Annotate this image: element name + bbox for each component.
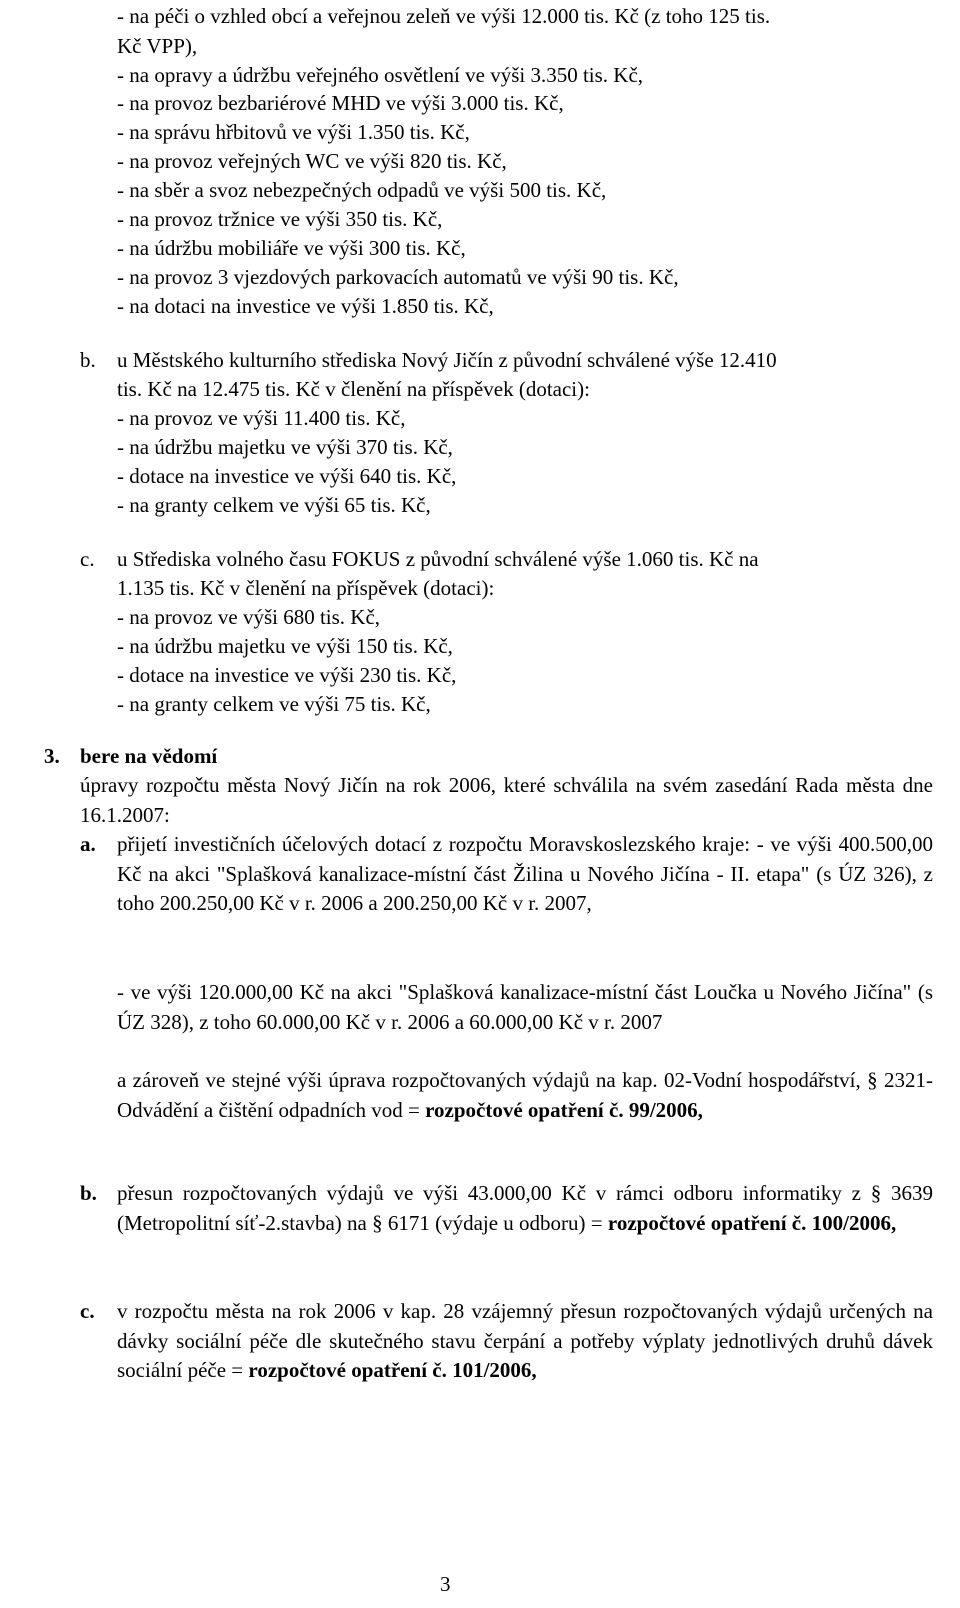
list-item: - na údržbu majetku ve výši 370 tis. Kč, — [117, 435, 453, 459]
paragraph-text: přesun rozpočtovaných výdajů ve výši 43.000,00 Kč v rámci odboru informatiky z § 3639 (Metropolitní síť-2.stavba) na § 6171 (výdaje u odboru) = — [117, 1181, 933, 1235]
subitem-a-paragraph-1: přijetí investičních účelových dotací z rozpočtu Moravskoslezského kraje: - ve výši 400.500,00 Kč na akci "Splašková kanalizace-místní část Žilina u Nového Jičína - II. etapa" (s ÚZ 326), z toho 200.250,00 Kč v r. 2006 a 200.250,00 Kč v r. 2007, — [117, 832, 933, 915]
item-intro: úpravy rozpočtu města Nový Jičín na rok 2006, které schválila na svém zasedání Rada města dne 16.1.2007: — [80, 773, 933, 827]
list-item: - na provoz ve výši 11.400 tis. Kč, — [117, 406, 406, 430]
list-item: - na granty celkem ve výši 65 tis. Kč, — [117, 493, 431, 517]
list-item: - dotace na investice ve výši 230 tis. Kč, — [117, 663, 457, 687]
list-item: - na provoz 3 vjezdových parkovacích automatů ve výši 90 tis. Kč, — [117, 265, 679, 289]
item-heading: bere na vědomí — [80, 744, 218, 768]
subitem-c-paragraph — [117, 1297, 933, 1386]
subitem-a-paragraph-2: - ve výši 120.000,00 Kč na akci "Splašková kanalizace-místní část Loučka u Nového Jičína" (s ÚZ 328), z toho 60.000,00 Kč v r. 2006 a 60.000,00 Kč v r. 2007 — [117, 980, 933, 1034]
list-item: - na správu hřbitovů ve výši 1.350 tis. Kč, — [117, 120, 470, 144]
list-item: - na opravy a údržbu veřejného osvětlení ve výši 3.350 tis. Kč, — [117, 63, 644, 87]
section-line: tis. Kč na 12.475 tis. Kč v členění na příspěvek (dotaci): — [117, 377, 590, 401]
list-item: Kč VPP), — [117, 34, 198, 58]
section-line: u Městského kulturního střediska Nový Jičín z původní schválené výše 12.410 — [117, 348, 777, 372]
page-number: 3 — [440, 1572, 451, 1596]
list-item: - na provoz veřejných WC ve výši 820 tis. Kč, — [117, 149, 507, 173]
list-item: - dotace na investice ve výši 640 tis. Kč, — [117, 464, 457, 488]
subitem-marker: c. — [80, 1299, 95, 1323]
budget-measure: rozpočtové opatření č. 100/2006, — [607, 1210, 897, 1235]
budget-measure: rozpočtové opatření č. 101/2006, — [248, 1358, 537, 1382]
list-item: - na provoz tržnice ve výši 350 tis. Kč, — [117, 207, 443, 231]
subitem-marker: b. — [80, 1181, 97, 1205]
list-item: - na provoz bezbariérové MHD ve výši 3.000 tis. Kč, — [117, 91, 564, 115]
subitem-b-paragraph — [117, 1179, 933, 1238]
budget-measure: rozpočtové opatření č. 99/2006, — [425, 1097, 703, 1122]
item-number: 3. — [44, 744, 60, 768]
list-item: - na údržbu mobiliáře ve výši 300 tis. Kč, — [117, 236, 466, 260]
list-item: - na údržbu majetku ve výši 150 tis. Kč, — [117, 634, 453, 658]
section-marker: c. — [80, 547, 95, 571]
subitem-a-paragraph-3 — [117, 1066, 933, 1125]
list-item: - na provoz ve výši 680 tis. Kč, — [117, 605, 381, 629]
paragraph-text: v rozpočtu města na rok 2006 v kap. 28 vzájemný přesun rozpočtovaných výdajů určených na dávky sociální péče dle skutečného stavu čerpání a potřeby výplaty jednotlivých druhů dávek sociální péče = — [117, 1299, 933, 1382]
list-item: - na péči o vzhled obcí a veřejnou zeleň ve výši 12.000 tis. Kč (z toho 125 tis. — [117, 4, 771, 28]
section-line: u Střediska volného času FOKUS z původní schválené výše 1.060 tis. Kč na — [117, 547, 759, 571]
list-item: - na sběr a svoz nebezpečných odpadů ve výši 500 tis. Kč, — [117, 178, 607, 202]
section-marker: b. — [80, 348, 96, 372]
paragraph-text: a zároveň ve stejné výši úprava rozpočtovaných výdajů na kap. 02-Vodní hospodářství, § 2321-Odvádění a čištění odpadních vod = — [117, 1068, 933, 1122]
section-line: 1.135 tis. Kč v členění na příspěvek (dotaci): — [117, 576, 495, 600]
subitem-marker: a. — [80, 832, 96, 856]
list-item: - na granty celkem ve výši 75 tis. Kč, — [117, 692, 431, 716]
list-item: - na dotaci na investice ve výši 1.850 tis. Kč, — [117, 294, 494, 318]
